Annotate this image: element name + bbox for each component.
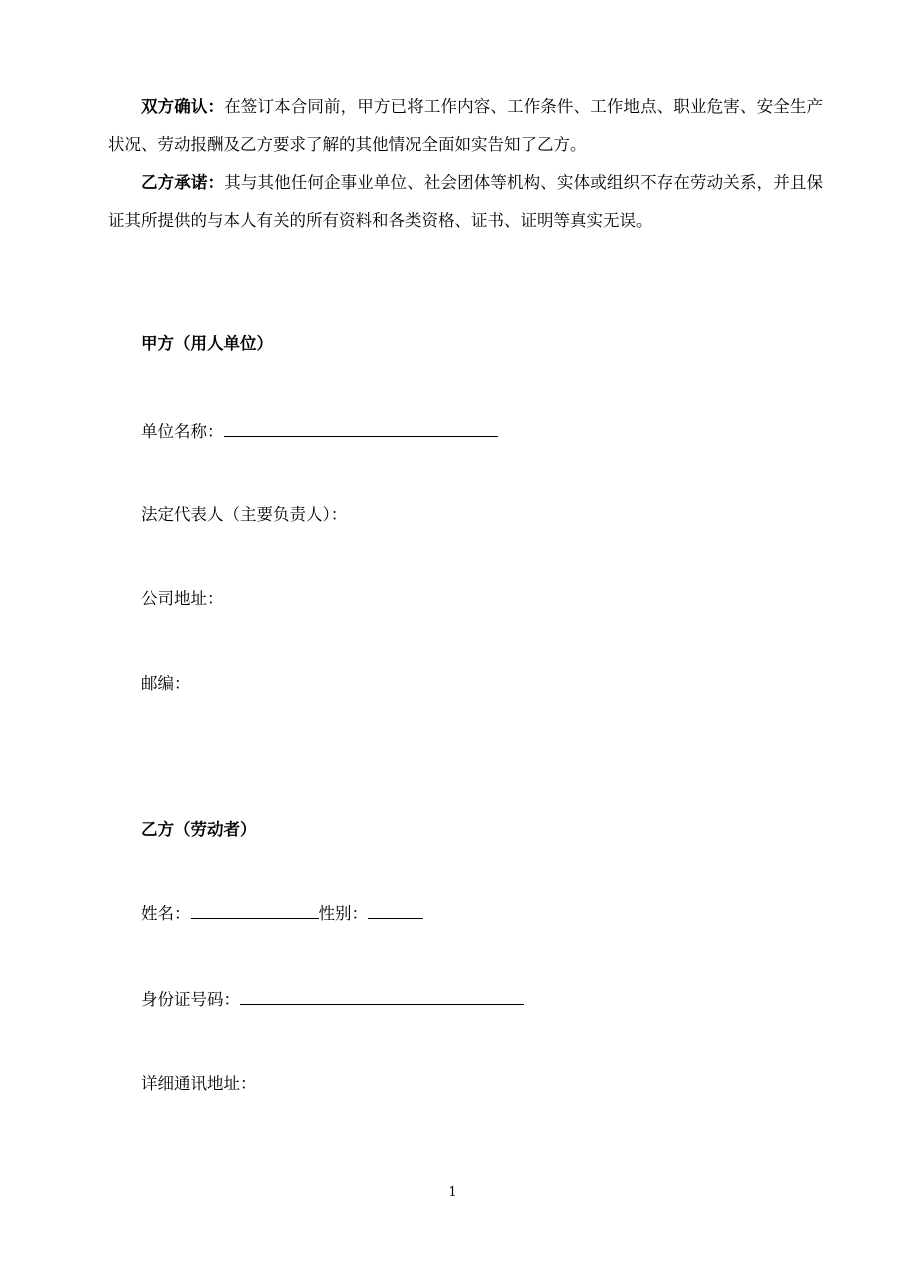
id-number-label: 身份证号码： (141, 990, 240, 1009)
name-blank[interactable] (191, 904, 319, 919)
commitment-text: 其与其他任何企事业单位、社会团体等机构、实体或组织不存在劳动关系，并且保证其所提供的与本人有关的所有资料和各类资格、证书、证明等真实无误。 (108, 173, 823, 230)
gender-label: 性别： (318, 904, 368, 923)
confirmation-text: 在签订本合同前，甲方已将工作内容、工作条件、工作地点、职业危害、安全生产状况、劳动报酬及乙方要求了解的其他情况全面如实告知了乙方。 (108, 97, 823, 154)
page-number: 1 (448, 1185, 457, 1200)
unit-name-blank[interactable] (224, 422, 498, 437)
legal-representative-label: 法定代表人（主要负责人）： (141, 505, 348, 524)
commitment-paragraph (108, 164, 823, 240)
unit-name-row (141, 420, 498, 444)
contact-address-label: 详细通讯地址： (141, 1074, 257, 1093)
company-address-label: 公司地址： (141, 589, 224, 608)
confirmation-paragraph (108, 88, 823, 164)
unit-name-label: 单位名称： (141, 422, 224, 441)
name-gender-row (141, 902, 423, 926)
id-number-row (141, 988, 524, 1012)
party-a-heading: 甲方（用人单位） (141, 334, 273, 353)
id-number-blank[interactable] (240, 990, 524, 1005)
name-label: 姓名： (141, 904, 191, 923)
confirmation-label: 双方确认： (141, 97, 225, 116)
commitment-label: 乙方承诺： (141, 173, 225, 192)
postcode-label: 邮编： (141, 674, 191, 693)
gender-blank[interactable] (368, 904, 423, 919)
party-b-heading: 乙方（劳动者） (141, 820, 257, 839)
